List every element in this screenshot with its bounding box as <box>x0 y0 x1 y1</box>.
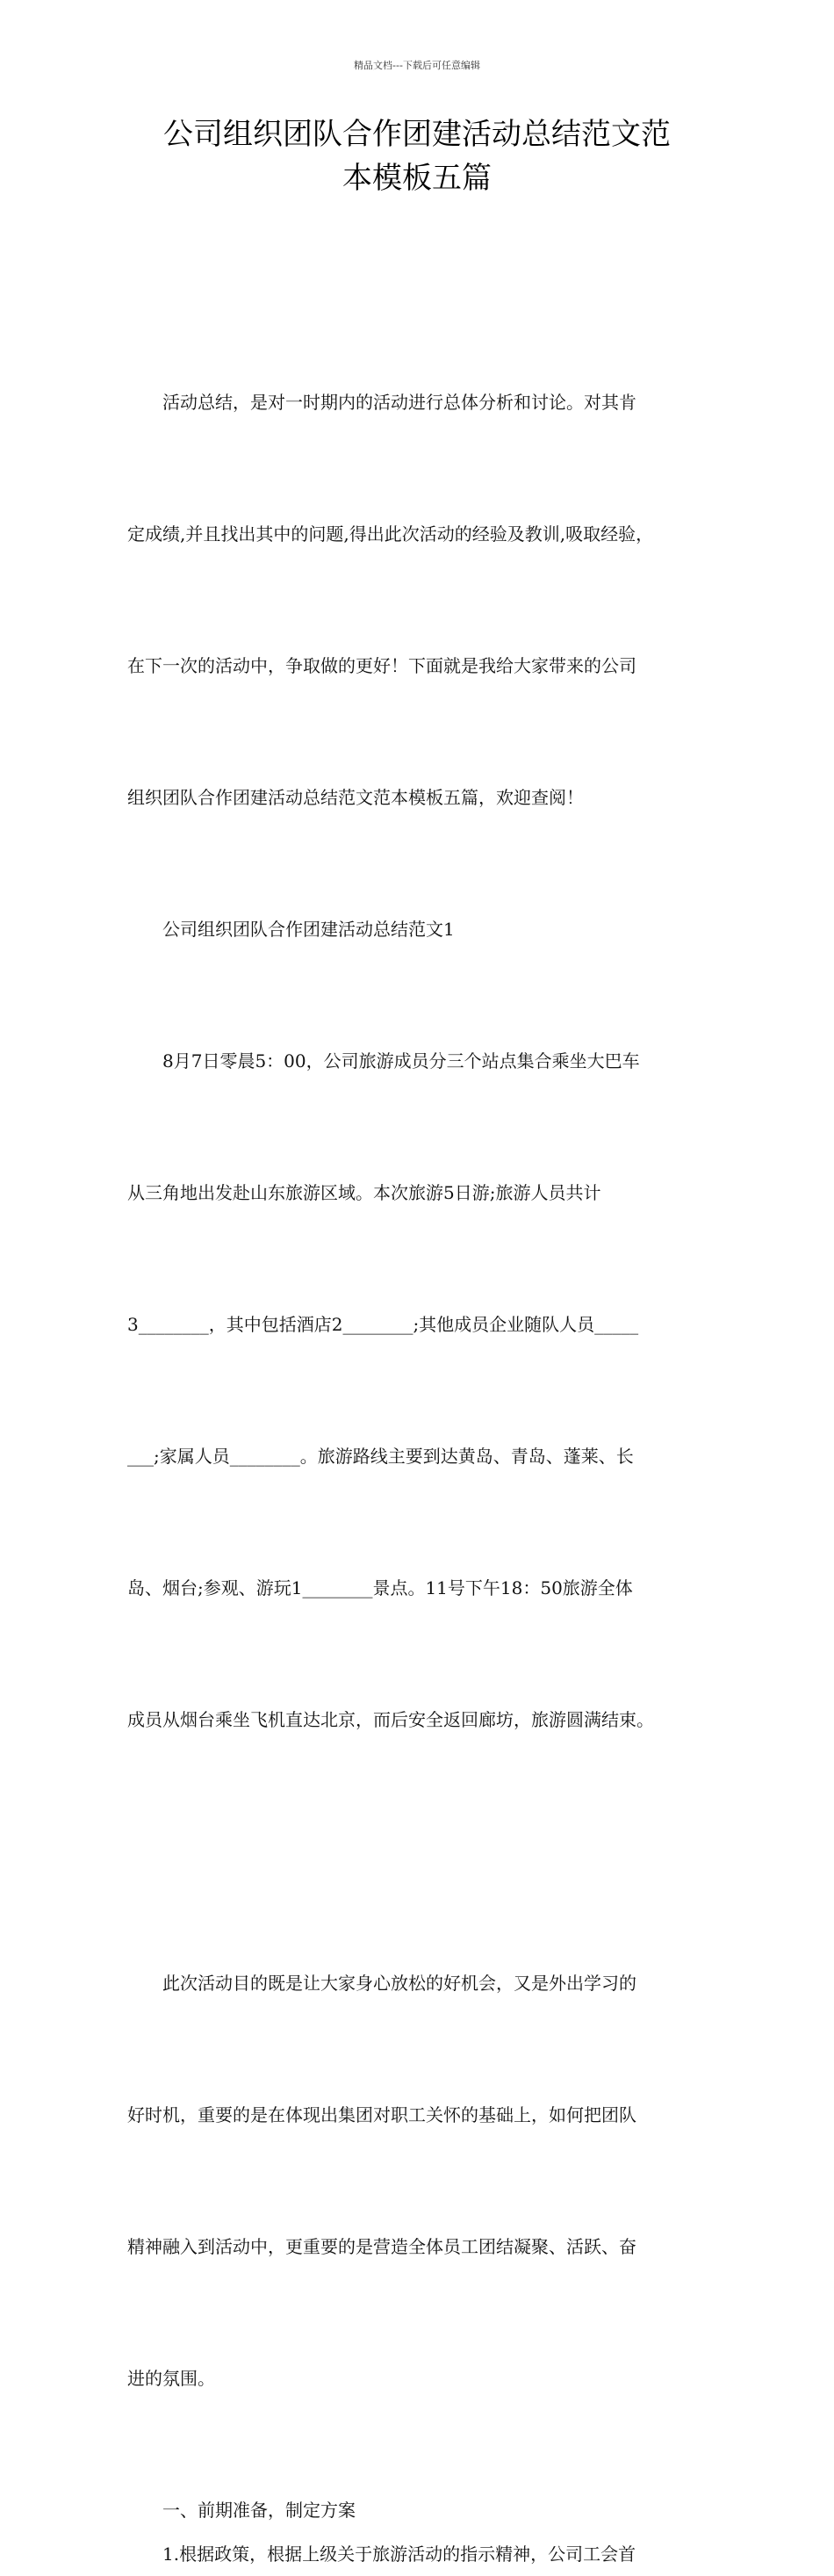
text-line: 精神融入到活动中，更重要的是营造全体员工团结凝聚、活跃、奋 <box>127 2236 636 2257</box>
text-line: 进的氛围。 <box>127 2368 215 2389</box>
text-line: 活动总结，是对一时期内的活动进行总体分析和讨论。对其肯 <box>162 392 636 413</box>
title-line-2: 本模板五篇 <box>342 161 492 196</box>
text-line: 岛、烟台;参观、游玩1________景点。11号下午18：50旅游全体 <box>127 1577 633 1598</box>
paragraph-gap <box>127 1829 711 1873</box>
section-heading: 公司组织团队合作团建活动总结范文1 <box>162 919 455 940</box>
list-item: 1.根据政策，根据上级关于旅游活动的指示精神，公司工会首 <box>162 2544 636 2565</box>
title-line-1: 公司组织团队合作团建活动总结范文范 <box>163 117 671 152</box>
text-line: 从三角地出发赴山东旅游区域。本次旅游5日游;旅游人员共计 <box>127 1182 601 1203</box>
purpose-paragraph <box>127 1873 711 2488</box>
text-line: 好时机，重要的是在体现出集团对职工关怀的基础上，如何把团队 <box>127 2104 636 2125</box>
text-line: 此次活动目的既是让大家身心放松的好机会，又是外出学习的 <box>162 1973 636 1994</box>
text-line: 8月7日零晨5：00，公司旅游成员分三个站点集合乘坐大巴车 <box>162 1050 640 1072</box>
subheading: 一、前期准备，制定方案 <box>162 2500 356 2521</box>
text-line: 成员从烟台乘坐飞机直达北京，而后安全返回廊坊，旅游圆满结束。 <box>127 1709 654 1730</box>
text-line: ___;家属人员________。旅游路线主要到达黄岛、青岛、蓬莱、长 <box>127 1446 634 1467</box>
text-line: 定成绩,并且找出其中的问题,得出此次活动的经验及教训,吸取经验， <box>127 523 654 545</box>
text-line: 在下一次的活动中，争取做的更好！下面就是我给大家带来的公司 <box>127 655 636 676</box>
text-line: 3________，其中包括酒店2________;其他成员企业随队人员_____ <box>127 1314 639 1335</box>
intro-paragraph <box>127 292 711 907</box>
text-line: 组织团队合作团建活动总结范文范本模板五篇，欢迎查阅！ <box>127 787 584 808</box>
header-note: 精品文档---下载后可任意编辑 <box>354 60 480 71</box>
document-body <box>127 292 711 2576</box>
document-title <box>123 112 711 200</box>
trip-paragraph <box>127 951 711 1829</box>
